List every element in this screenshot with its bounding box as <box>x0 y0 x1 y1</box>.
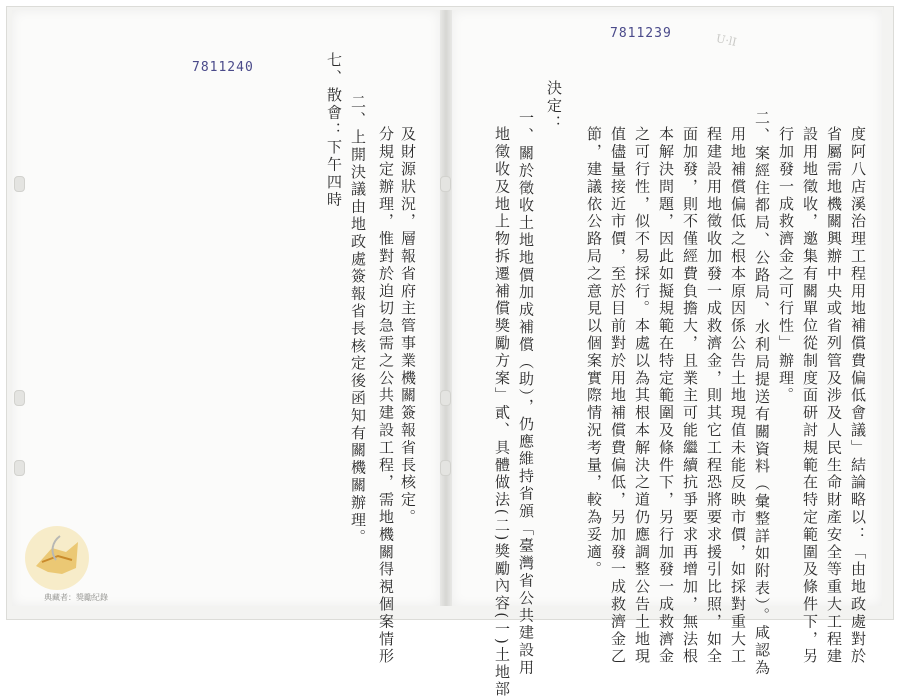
text-column: 面加發，則不僅經費負擔大，且業主可能繼續抗爭要求再增加，無法根 <box>681 126 699 666</box>
text-column: 分規定辦理，惟對於迫切急需之公共建設工程，需地機關得視個案情形 <box>377 126 395 666</box>
text-column: 決定： <box>545 80 563 133</box>
text-column: 行加發一成救濟金之可行性」辦理。 <box>777 126 795 405</box>
text-column: 一、關於徵收土地地價加成補償（助），仍應維持省頒「臺灣省公共建設用 <box>517 110 535 677</box>
punch-hole <box>14 176 25 192</box>
text-column: 之可行性，似不易採行。本處以為其根本解決之道仍應調整公告土地現 <box>633 126 651 666</box>
text-column: 地徵收及地上物拆遷補償獎勵方案」貳、具體做法(二)獎勵內容(一)土地部 <box>493 126 511 698</box>
punch-hole <box>440 390 451 406</box>
text-column: 節，建議依公路局之意見以個案實際情況考量，較為妥適。 <box>585 126 603 579</box>
text-column: 二、案經住都局、公路局、水利局提送有關資料（彙整詳如附表）。咸認為 <box>753 110 771 677</box>
text-column: 設用地徵收，邀集有關單位從制度面研討規範在特定範圍及條件下，另 <box>801 126 819 666</box>
archive-watermark-logo <box>22 522 92 594</box>
text-column: 用地補償偏低之根本原因係公告土地現值未能反映市價，如採對重大工 <box>729 126 747 666</box>
document-number-stamp: 7811240 <box>192 60 254 75</box>
punch-hole <box>440 460 451 476</box>
punch-hole <box>14 390 25 406</box>
text-column: 本解決問題，因此如擬規範在特定範圍及條件下，另行加發一成救濟金 <box>657 126 675 666</box>
text-column: 度阿八店溪治理工程用地補償費偏低會議」結論略以：「由地政處對於 <box>849 126 867 666</box>
text-column: 省屬需地機關興辦中央或省列管及涉及人民生命財產安全等重大工程建 <box>825 126 843 666</box>
faint-mark: U·lI <box>714 31 738 50</box>
text-column: 及財源狀況，層報省府主管事業機關簽報省長核定。 <box>399 126 417 527</box>
punch-hole <box>440 176 451 192</box>
text-column: 程建設用地徵收加發一成救濟金，則其它工程恐將要求援引比照，如全 <box>705 126 723 666</box>
text-column: 七、散會：下午四時 <box>325 52 343 209</box>
watermark-caption: 典藏者：獎勵紀錄 <box>44 593 108 602</box>
text-column: 值儘量接近市價，至於目前對於用地補償費偏低，另加發一成救濟金乙 <box>609 126 627 666</box>
document-number-stamp: 7811239 <box>610 26 672 41</box>
text-column: 二、上開決議由地政處簽報省長核定後函知有關機關辦理。 <box>349 94 367 547</box>
punch-hole <box>14 460 25 476</box>
book-gutter <box>440 10 452 606</box>
